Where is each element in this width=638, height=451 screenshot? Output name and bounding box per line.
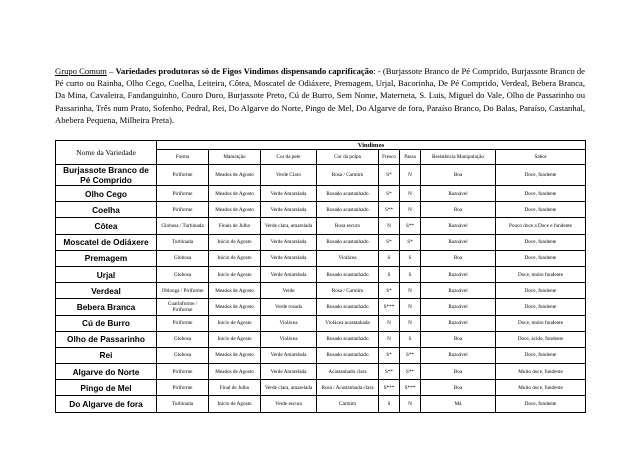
cell-shape: Globosa / Turbinada (157, 218, 209, 234)
column-header-pulp-color: Cor da polpa (317, 150, 379, 165)
cell-dried: N (400, 283, 421, 299)
cell-shape: Piriforme (157, 315, 209, 331)
cell-flavor: Doce, fundente (496, 283, 586, 299)
cell-fresh: S* (379, 283, 400, 299)
cell-dried: S (400, 331, 421, 347)
header-vindimos: Vindimos (157, 141, 586, 150)
cell-ripening: Inicio de Agosto (209, 331, 261, 347)
cell-flavor: Doce, fundente (496, 396, 586, 412)
cell-pulp-color: Carmim (317, 396, 379, 412)
variety-name: Rei (56, 347, 157, 363)
cell-ripening: Meados de Agosto (209, 202, 261, 218)
cell-flavor: Doce, muito fundente (496, 315, 586, 331)
table-row (56, 299, 586, 315)
cell-shape: Piriforme (157, 380, 209, 396)
cell-dried: N (400, 186, 421, 202)
cell-fresh: N (379, 315, 400, 331)
variety-name: Do Algarve de fora (56, 396, 157, 412)
column-header-dried: Passa (400, 150, 421, 165)
cell-pulp-color: Rosado acastanhado (317, 234, 379, 250)
cell-fresh: S*** (379, 299, 400, 315)
cell-pulp-color: Rosado acastanhado (317, 202, 379, 218)
cell-skin-color: Verde (261, 283, 317, 299)
cell-skin-color: Verde Amarelada (261, 186, 317, 202)
cell-handling-resistance: Razoável (421, 347, 496, 363)
column-header-ripening: Maturação (209, 150, 261, 165)
cell-ripening: Inicio de Agosto (209, 250, 261, 266)
table-row (56, 315, 586, 331)
varieties-table (55, 140, 586, 413)
cell-skin-color: Verde Amarelada (261, 266, 317, 282)
cell-flavor: Doce, fundente (496, 347, 586, 363)
column-header-handling-resistance: Resistência Manipulação (421, 150, 496, 165)
cell-fresh: S (379, 266, 400, 282)
cell-fresh: N (379, 331, 400, 347)
table-row (56, 380, 586, 396)
cell-shape: Oblonga / Piriforme (157, 283, 209, 299)
cell-handling-resistance: Má (421, 396, 496, 412)
cell-shape: Turbinada (157, 396, 209, 412)
cell-pulp-color: Rosado acastanhado (317, 186, 379, 202)
cell-dried: N (400, 165, 421, 186)
cell-flavor: Doce, muito fundente (496, 266, 586, 282)
cell-pulp-color: Rosado acastanhado (317, 331, 379, 347)
cell-dried: S** (400, 218, 421, 234)
variety-name: Moscatel de Odiáxere (56, 234, 157, 250)
cell-fresh: N (379, 218, 400, 234)
cell-flavor: Doce, fundente (496, 165, 586, 186)
cell-shape: Globosa (157, 250, 209, 266)
cell-skin-color: Violácea (261, 331, 317, 347)
cell-skin-color: Verde Claro (261, 165, 317, 186)
variety-name: Urjal (56, 266, 157, 282)
cell-ripening: Meados de Agosto (209, 165, 261, 186)
cell-pulp-color: Rosa / Carmim (317, 283, 379, 299)
cell-pulp-color: Rosa escuro (317, 218, 379, 234)
cell-shape: Piriforme (157, 202, 209, 218)
cell-ripening: Final de Julho (209, 380, 261, 396)
column-header-skin-color: Cor da pele (261, 150, 317, 165)
cell-ripening: Inicio de Agosto (209, 315, 261, 331)
variety-name: Pingo de Mel (56, 380, 157, 396)
cell-pulp-color: Rosado acastanhado (317, 347, 379, 363)
title-separator: – (106, 66, 116, 76)
cell-ripening: Inicio de Agosto (209, 234, 261, 250)
cell-ripening: Meados de Agosto (209, 347, 261, 363)
cell-skin-color: Verde Amarelada (261, 250, 317, 266)
cell-skin-color: Verde clara, amarelada (261, 380, 317, 396)
cell-skin-color: Violácea (261, 315, 317, 331)
intro-paragraph (55, 65, 585, 126)
cell-handling-resistance: Boa (421, 380, 496, 396)
table-row (56, 218, 586, 234)
variety-name: Olho Cego (56, 186, 157, 202)
table-row (56, 331, 586, 347)
group-heading: Variedades produtoras só de Figos Vindimos dispensando caprificação (115, 66, 374, 76)
table-row (56, 202, 586, 218)
variety-name: Coelha (56, 202, 157, 218)
table-row (56, 165, 586, 186)
cell-shape: Turbinada (157, 234, 209, 250)
cell-handling-resistance: Razoável (421, 315, 496, 331)
cell-shape: Globosa (157, 331, 209, 347)
cell-pulp-color: Rosa / Acastanhada clara (317, 380, 379, 396)
cell-dried: S*** (400, 380, 421, 396)
cell-skin-color: Verde clara, amarelada (261, 218, 317, 234)
cell-handling-resistance: Razoável (421, 186, 496, 202)
cell-pulp-color: Violácea acastanhada (317, 315, 379, 331)
cell-skin-color: Verde escura (261, 396, 317, 412)
header-variety-name: Nome da Variedade (56, 141, 157, 165)
table-row (56, 347, 586, 363)
cell-ripening: Meados de Agosto (209, 364, 261, 380)
cell-dried: N (400, 202, 421, 218)
cell-ripening: Meados de Agosto (209, 186, 261, 202)
cell-shape: Piriforme (157, 364, 209, 380)
cell-skin-color: Verde rosada (261, 299, 317, 315)
variety-name: Côtea (56, 218, 157, 234)
column-header-fresh: Fresco (379, 150, 400, 165)
cell-shape: Cuarbiforme / Piriforme (157, 299, 209, 315)
variety-name: Cú de Burro (56, 315, 157, 331)
cell-ripening: Inicio de Agosto (209, 266, 261, 282)
table-row (56, 283, 586, 299)
cell-shape: Piriforme (157, 186, 209, 202)
cell-fresh: S (379, 250, 400, 266)
variety-name: Olho de Passarinho (56, 331, 157, 347)
cell-fresh: S* (379, 347, 400, 363)
cell-handling-resistance: Boa (421, 165, 496, 186)
table-row (56, 396, 586, 412)
variety-name: Premagem (56, 250, 157, 266)
cell-shape: Piriforme (157, 165, 209, 186)
cell-dried: S (400, 250, 421, 266)
variety-name: Bebera Branca (56, 299, 157, 315)
cell-handling-resistance: Razoável (421, 299, 496, 315)
cell-fresh: S** (379, 364, 400, 380)
cell-flavor: Doce, fundente (496, 299, 586, 315)
cell-pulp-color: Rosado acastanhado (317, 266, 379, 282)
cell-handling-resistance: Razoável (421, 234, 496, 250)
cell-flavor: Doce, fundente (496, 250, 586, 266)
cell-flavor: Muito doce, fundente (496, 364, 586, 380)
cell-fresh: S* (379, 165, 400, 186)
cell-pulp-color: Violácea (317, 250, 379, 266)
cell-fresh: S** (379, 202, 400, 218)
table-row (56, 266, 586, 282)
variety-name: Algarve do Norte (56, 364, 157, 380)
cell-handling-resistance: Razoável (421, 218, 496, 234)
cell-handling-resistance: Boa (421, 250, 496, 266)
table-row (56, 250, 586, 266)
cell-dried: N (400, 396, 421, 412)
cell-ripening: Meados de Agosto (209, 283, 261, 299)
cell-pulp-color: Rosa / Carmim (317, 165, 379, 186)
cell-dried: S* (400, 234, 421, 250)
cell-dried: S** (400, 347, 421, 363)
variety-name: Burjassote Branco de Pé Comprido (56, 165, 157, 186)
cell-flavor: Doce, fundente (496, 186, 586, 202)
variety-list: : - (Burjassote Branco de Pé Comprido, Burjassote Branco de Pé curto ou Rainha, Olho Cego, Coelha, Leiteira, Côtea, Moscatel de Odiáxere, Premagem, Urjal, Bacorinha, De Pé Comprido, Verdeal, Bebera Branca, Da Mina, Cavaleira, Fandanguinho, Couro Duro, Burjassote Preto, Cú de Burro, Sem Nome, Materneta, S. Luis, Miguel do Vale, Olho de Passarinho ou Passarinha, Três num Prato, Sofenho, Pedral, Rei, Do Algarve do Norte, Pingo de Mel, Do Algarve de fora, Paraíso Branco, Do Balas, Paraíso, Castanhal, Abebera Pequena, Milheira Preta). (55, 66, 585, 125)
cell-flavor: Muito doce, fundente (496, 380, 586, 396)
cell-skin-color: Verde Amarelada (261, 234, 317, 250)
cell-skin-color: Verde Amarelada (261, 202, 317, 218)
cell-fresh: S (379, 396, 400, 412)
cell-flavor: Doce, fundente (496, 202, 586, 218)
cell-handling-resistance: Boa (421, 202, 496, 218)
cell-dried: S** (400, 364, 421, 380)
cell-flavor: Doce, fundente (496, 234, 586, 250)
column-header-shape: Forma (157, 150, 209, 165)
cell-skin-color: Verde Amarelada (261, 347, 317, 363)
cell-ripening: Inicio de Agosto (209, 396, 261, 412)
cell-pulp-color: Acastanhado clara (317, 364, 379, 380)
column-header-flavor: Sabor (496, 150, 586, 165)
cell-shape: Globosa (157, 347, 209, 363)
cell-ripening: Finais de Julho (209, 218, 261, 234)
table-row (56, 364, 586, 380)
cell-skin-color: Verde Amarelada (261, 364, 317, 380)
cell-dried: S (400, 266, 421, 282)
cell-handling-resistance: Boa (421, 364, 496, 380)
variety-name: Verdeal (56, 283, 157, 299)
cell-pulp-color: Rosado acastanhado (317, 299, 379, 315)
table-row (56, 234, 586, 250)
table-body (56, 165, 586, 413)
cell-flavor: Doce, ácido, fundente (496, 331, 586, 347)
group-title: Grupo Comum (55, 66, 107, 76)
cell-handling-resistance: Razoável (421, 266, 496, 282)
table-row (56, 186, 586, 202)
cell-ripening: Meados de Agosto (209, 299, 261, 315)
cell-handling-resistance: Razoável (421, 283, 496, 299)
cell-fresh: S* (379, 234, 400, 250)
cell-fresh: S* (379, 186, 400, 202)
cell-handling-resistance: Boa (421, 331, 496, 347)
cell-dried: N (400, 299, 421, 315)
cell-flavor: Pouco doce a Doce e fundente (496, 218, 586, 234)
cell-dried: N (400, 315, 421, 331)
cell-shape: Globosa (157, 266, 209, 282)
cell-fresh: S*** (379, 380, 400, 396)
